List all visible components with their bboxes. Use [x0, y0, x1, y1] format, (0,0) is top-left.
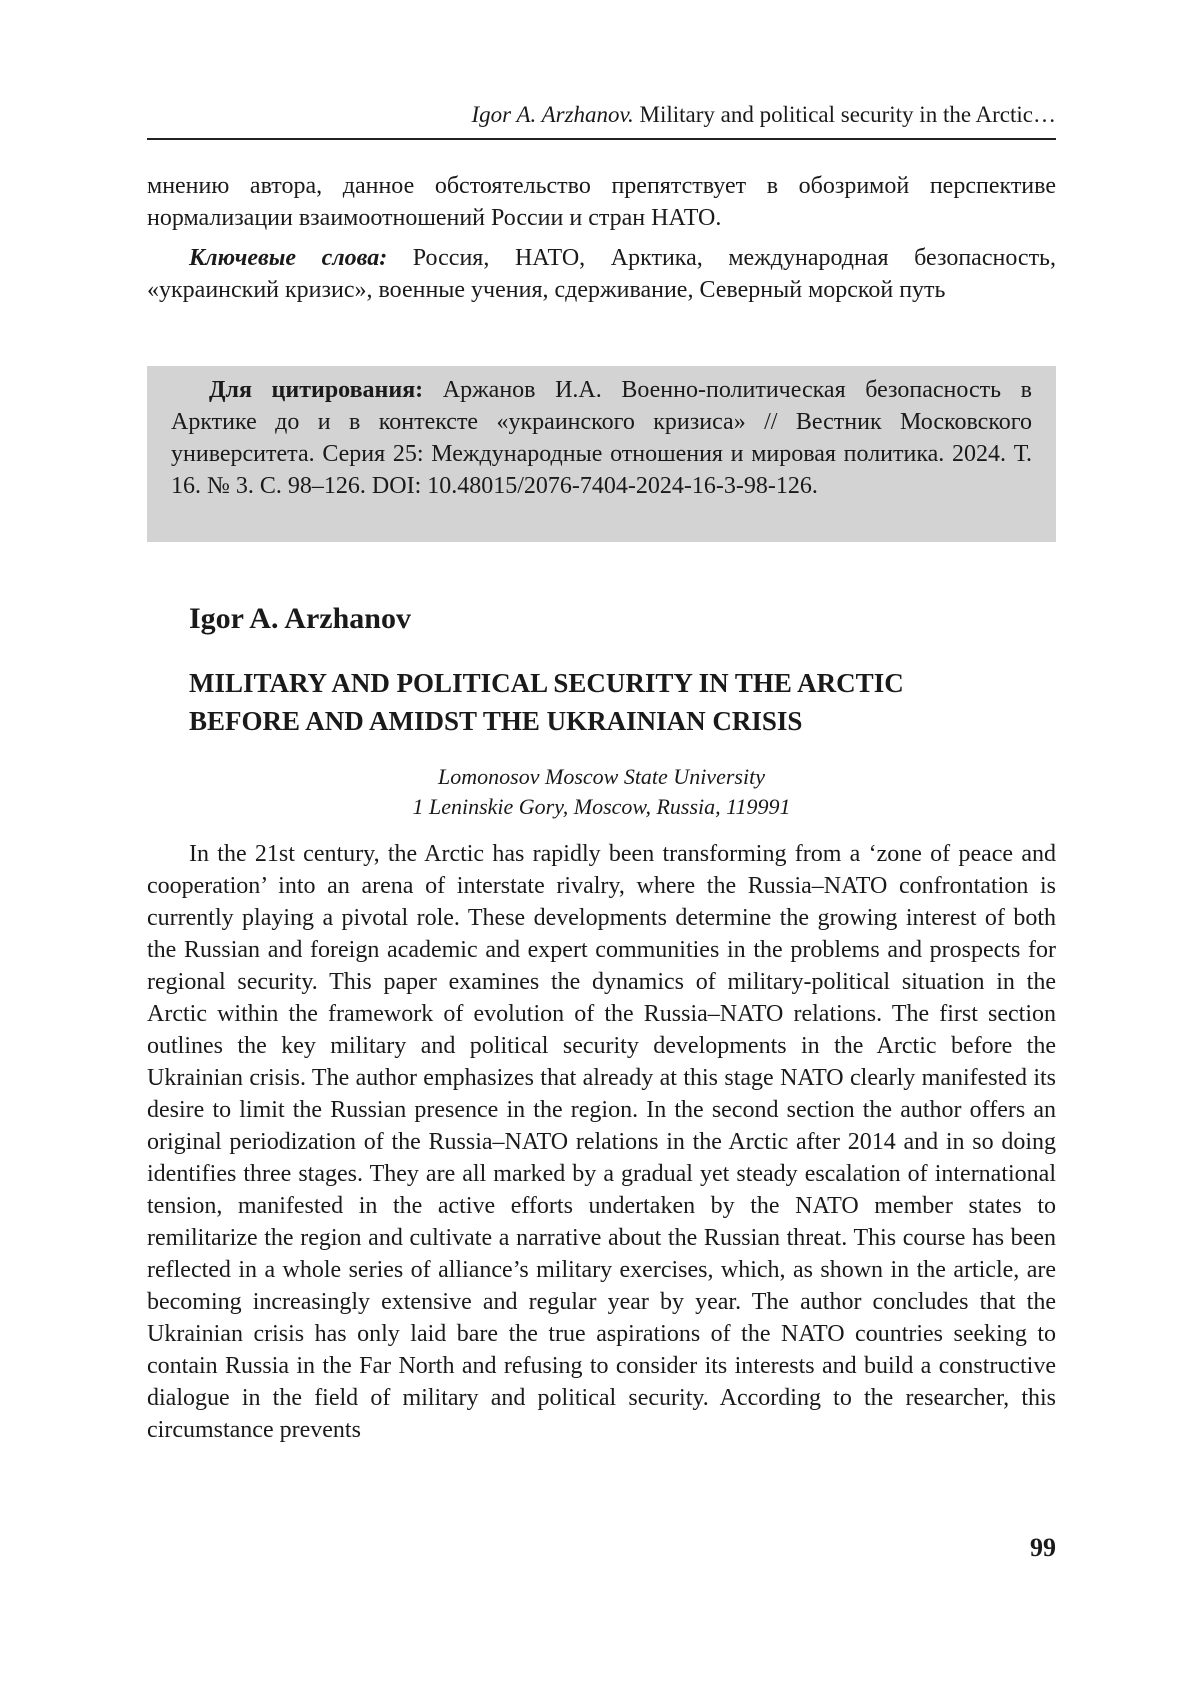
affiliation-block — [147, 762, 1056, 822]
keywords-text: Россия, НАТО, Арктика, международная безопасность, «украинский кризис», военные учения, сдерживание, Северный морской путь — [147, 245, 1056, 303]
running-head-author: Igor A. Arzhanov. — [471, 102, 634, 127]
russian-abstract-tail: мнению автора, данное обстоятельство препятствует в обозримой перспективе нормализации взаимоотношений России и стран НАТО. — [147, 173, 1056, 231]
english-title-line-2: BEFORE AND AMIDST THE UKRAINIAN CRISIS — [189, 706, 803, 736]
running-head — [147, 100, 1056, 130]
russian-abstract-section — [147, 170, 1056, 306]
citation-label: Для цитирования: — [209, 377, 424, 403]
russian-keywords — [147, 242, 1056, 306]
english-abstract: In the 21st century, the Arctic has rapidly been transforming from a ‘zone of peace and cooperation’ into an arena of interstate rivalry, where the Russia–NATO confrontation is currently playing a pivotal role. These developments determine the growing interest of both the Russian and foreign academic and expert communities in the problems and prospects for regional security. This paper examines the dynamics of military-political situation in the Arctic within the framework of evolution of the Russia–NATO relations. The first section outlines the key military and political security developments in the Arctic before the Ukrainian crisis. The author emphasizes that already at this stage NATO clearly manifested its desire to limit the Russian presence in the region. In the second section the author offers an original periodization of the Russia–NATO relations in the Arctic after 2014 and in so doing identifies three stages. They are all marked by a gradual yet steady escalation of international tension, manifested in the active efforts undertaken by the NATO member states to remilitarize the region and cultivate a narrative about the Russian threat. This course has been reflected in a whole series of alliance’s military exercises, which, as shown in the article, are becoming increasingly extensive and regular year by year. The author concludes that the Ukrainian crisis has only laid bare the true aspirations of the NATO countries seeking to contain Russia in the Far North and refusing to consider its interests and build a constructive dialogue in the field of military and political security. According to the researcher, this circumstance prevents — [147, 841, 1056, 1443]
page-number: 99 — [1030, 1533, 1056, 1562]
english-author: Igor A. Arzhanov — [189, 602, 411, 635]
english-abstract-section — [147, 838, 1056, 1446]
citation-box — [147, 366, 1056, 542]
keywords-label: Ключевые слова: — [189, 245, 388, 271]
english-title-line-1: MILITARY AND POLITICAL SECURITY IN THE ARCTIC — [189, 668, 904, 698]
english-title — [189, 664, 1009, 740]
running-head-title: Military and political security in the Arctic… — [633, 102, 1056, 127]
header-rule — [147, 138, 1056, 140]
affiliation: Lomonosov Moscow State University — [438, 764, 765, 789]
citation-paragraph — [171, 374, 1032, 502]
address: 1 Leninskie Gory, Moscow, Russia, 119991 — [412, 794, 791, 819]
citation-text: Аржанов И.А. Военно-политическая безопасность в Арктике до и в контексте «украинского кризиса» // Вестник Московского университета. Серия 25: Международные отношения и мировая политика. 2024. Т. 16. № 3. С. 98–126. DOI: 10.48015/2076-7404-2024-16-3-98-126. — [171, 377, 1032, 499]
